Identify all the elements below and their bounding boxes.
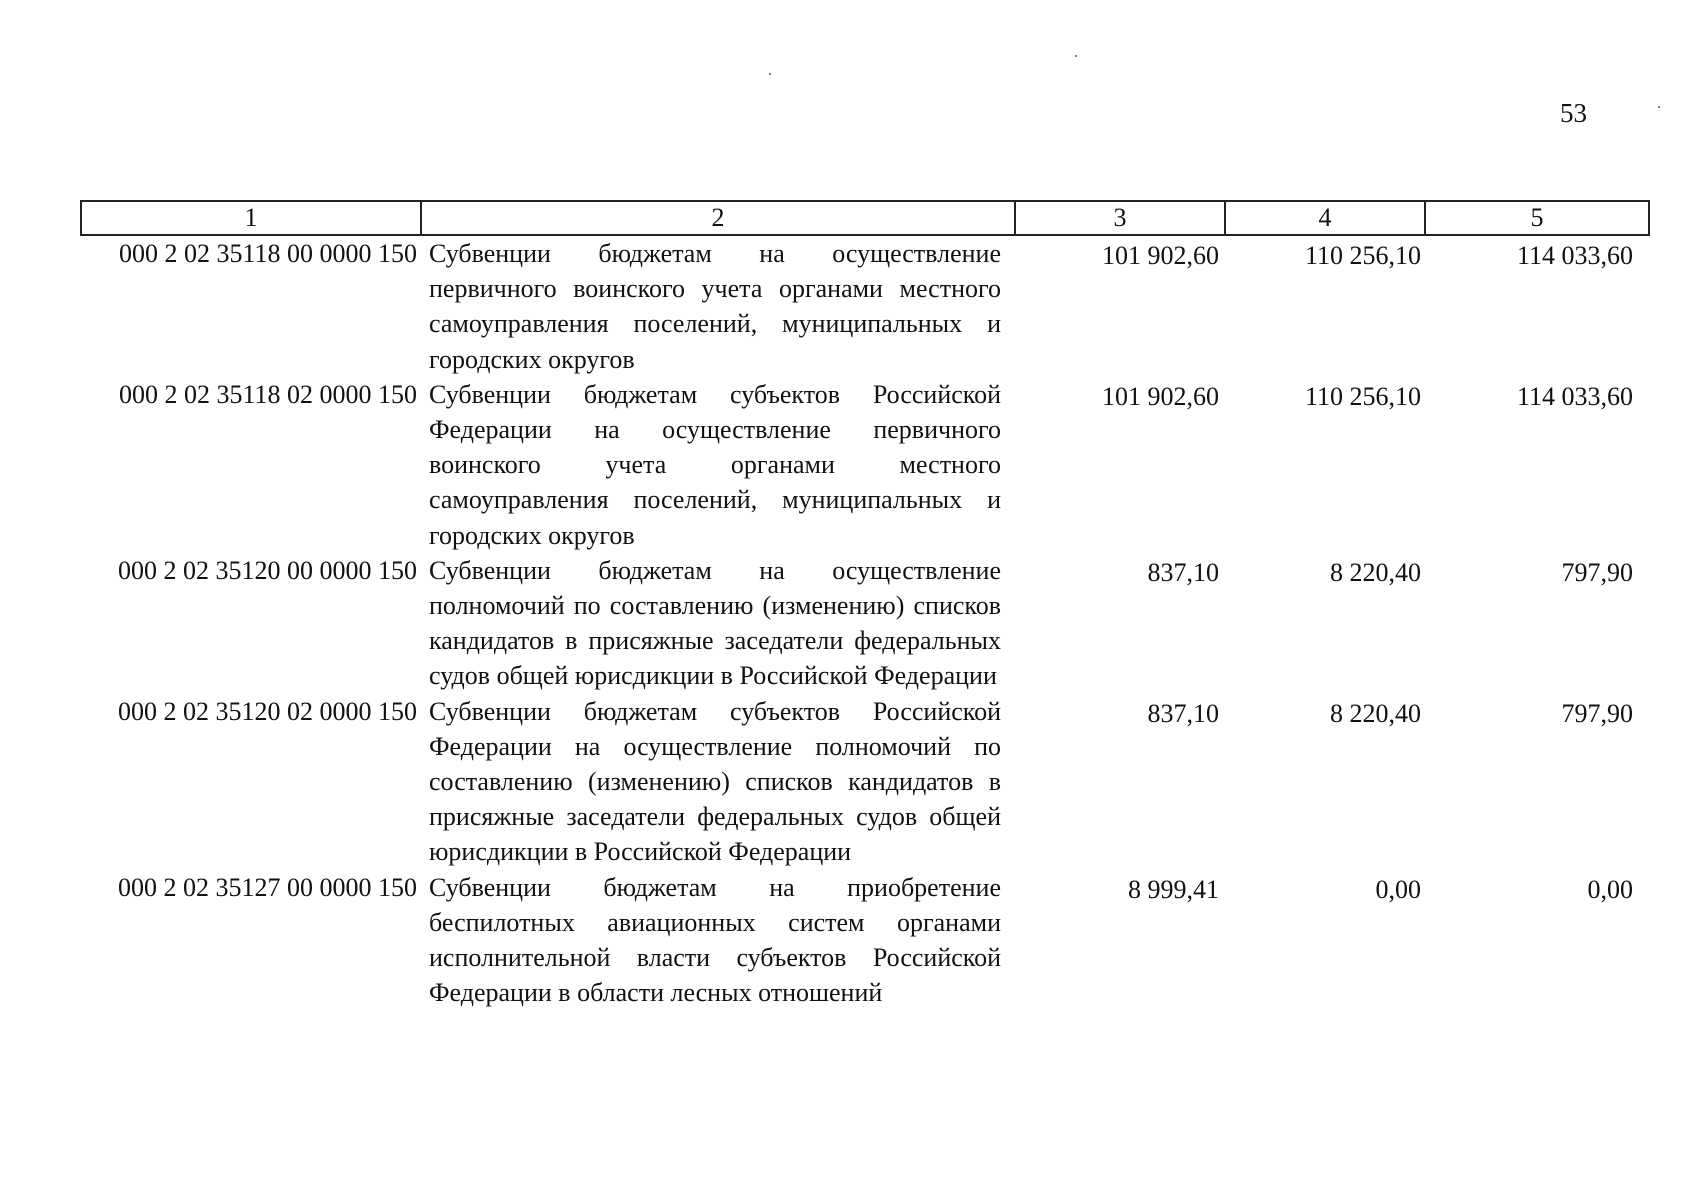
table-header <box>81 201 1649 235</box>
scan-speck <box>1075 55 1077 57</box>
column-header-4: 4 <box>1225 201 1425 235</box>
table-row <box>81 553 1649 694</box>
budget-code: 000 2 02 35118 02 0000 150 <box>118 379 417 409</box>
table-row <box>81 377 1649 553</box>
item-description: Субвенции бюджетам на осуществление полномочий по составлению (изменению) списков кандидатов в присяжные заседатели федеральных судов общей юрисдикции в Российской Федерации <box>429 555 1001 691</box>
column-header-5: 5 <box>1425 201 1649 235</box>
item-description: Субвенции бюджетам на приобретение беспилотных авиационных систем органами исполнительной власти субъектов Российской Федерации в области лесных отношений <box>429 872 1001 1008</box>
page-number: 53 <box>1560 98 1587 128</box>
amount-col-3: 101 902,60 <box>1102 241 1219 270</box>
amount-col-4: 0,00 <box>1375 874 1421 904</box>
budget-code: 000 2 02 35120 00 0000 150 <box>118 555 417 585</box>
amount-col-4: 110 256,10 <box>1304 381 1421 411</box>
budget-code: 000 2 02 35127 00 0000 150 <box>118 872 417 902</box>
column-header-1: 1 <box>81 201 421 235</box>
amount-col-3: 837,10 <box>1147 698 1219 728</box>
item-description: Субвенции бюджетам субъектов Российской Федерации на осуществление полномочий по составлению (изменению) списков кандидатов в присяжные заседатели федеральных судов общей юрисдикции в Российской Федерации <box>429 696 1001 867</box>
table-row <box>81 694 1649 870</box>
amount-col-4: 110 256,10 <box>1304 241 1421 270</box>
amount-col-4: 8 220,40 <box>1330 557 1421 587</box>
amount-col-4: 8 220,40 <box>1330 698 1421 728</box>
budget-code: 000 2 02 35120 02 0000 150 <box>118 696 417 726</box>
budget-table <box>80 200 1650 1010</box>
amount-col-5: 114 033,60 <box>1516 241 1633 270</box>
amount-col-5: 114 033,60 <box>1516 381 1633 411</box>
scan-speck <box>1658 106 1660 108</box>
budget-table-container <box>80 200 1648 1010</box>
amount-col-3: 101 902,60 <box>1102 381 1219 411</box>
item-description: Субвенции бюджетам на осуществление первичного воинского учета органами местного самоуправления поселений, муниципальных и городских округов <box>429 239 1001 374</box>
amount-col-5: 797,90 <box>1561 698 1633 728</box>
amount-col-3: 837,10 <box>1147 557 1219 587</box>
amount-col-5: 0,00 <box>1587 874 1633 904</box>
header-row <box>81 201 1649 235</box>
scan-speck <box>769 73 771 75</box>
amount-col-5: 797,90 <box>1561 557 1633 587</box>
column-header-3: 3 <box>1015 201 1225 235</box>
table-row <box>81 870 1649 1011</box>
budget-code: 000 2 02 35118 00 0000 150 <box>118 239 417 268</box>
column-header-2: 2 <box>421 201 1015 235</box>
item-description: Субвенции бюджетам субъектов Российской Федерации на осуществление первичного воинского учета органами местного самоуправления поселений, муниципальных и городских округов <box>429 379 1001 550</box>
table-body <box>81 235 1649 1010</box>
amount-col-3: 8 999,41 <box>1128 874 1219 904</box>
table-row <box>81 235 1649 377</box>
